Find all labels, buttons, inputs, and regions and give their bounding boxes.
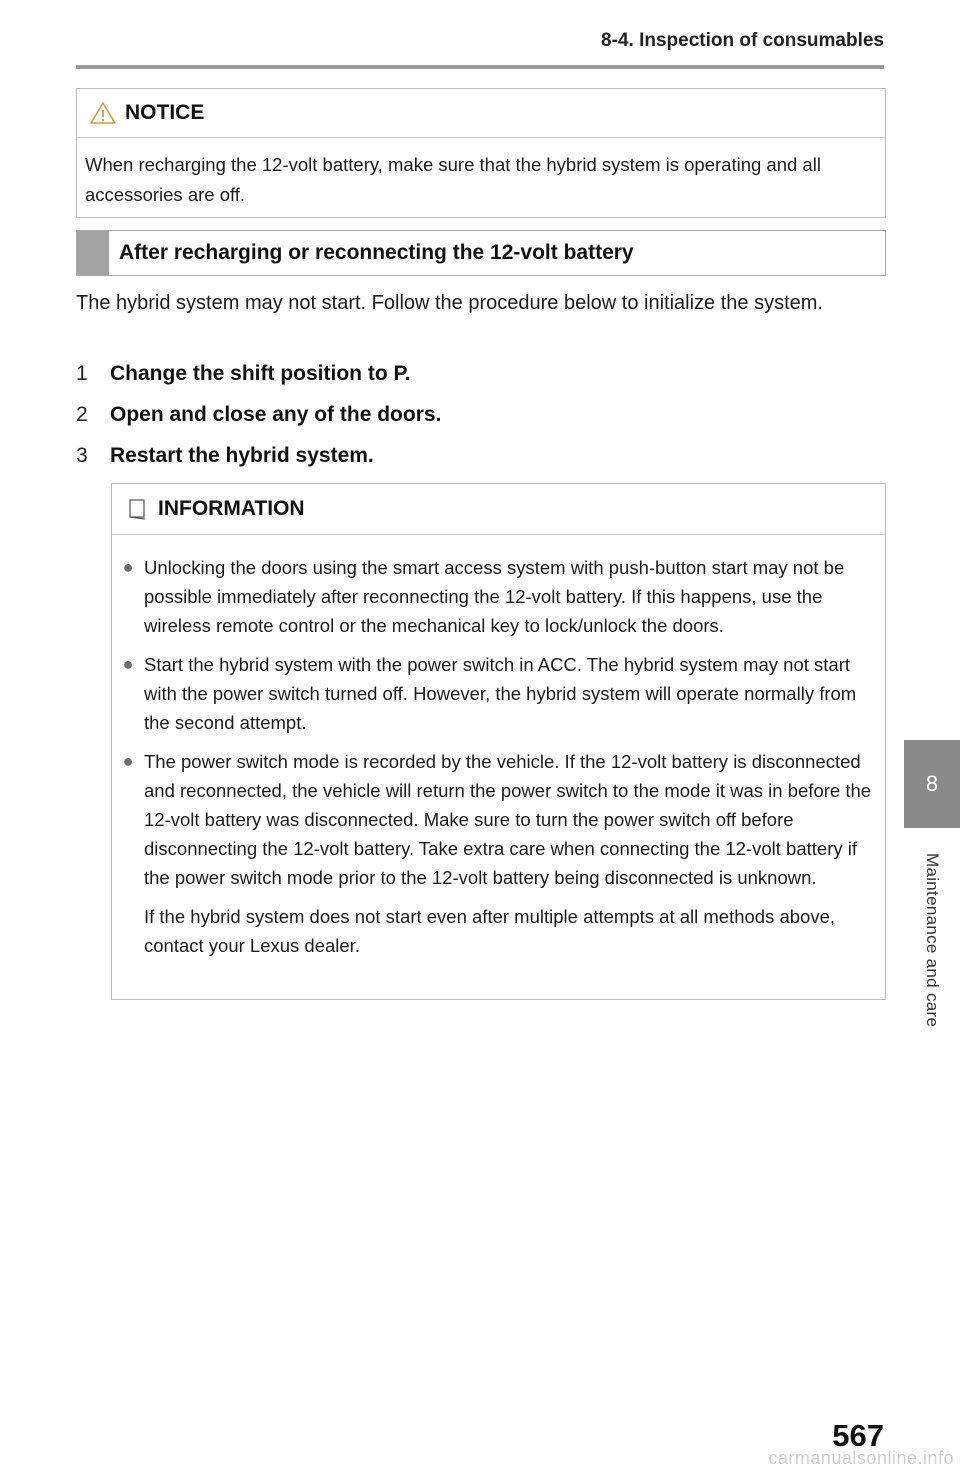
watermark: carmanualsonline.info (768, 1448, 954, 1468)
section-header-title: 8-4. Inspection of consumables (601, 30, 884, 51)
information-label: INFORMATION (158, 497, 305, 520)
step-2 (76, 403, 441, 427)
list-item (112, 747, 875, 892)
header-divider (76, 65, 884, 69)
step-3 (76, 444, 374, 468)
list-item (112, 650, 875, 737)
notice-box (76, 88, 886, 218)
chapter-label-text: Maintenance and care (923, 852, 942, 1028)
bullet-text: Start the hybrid system with the power switch in ACC. The hybrid system may not start with the power switch turned off. However, the hybrid system will operate normally from the second attempt. (144, 654, 857, 733)
page-number: 567 (832, 1418, 884, 1453)
list-item (112, 553, 875, 640)
bullet-text: The power switch mode is recorded by the vehicle. If the 12-volt battery is disconnected and reconnected, the vehicle will return the power switch to the mode it was in before the 12-volt battery was disconnected. Make sure to turn the power switch off before disconnecting the 12-volt battery. Take extra care when connecting the 12-volt battery if the power switch mode prior to the 12-volt battery being disconnected is unknown. (144, 751, 872, 888)
intro-paragraph: The hybrid system may not start. Follow the procedure below to initialize the system. (76, 292, 823, 314)
section-heading (76, 230, 886, 276)
step-number: 3 (76, 444, 88, 467)
section-heading-tab (77, 231, 109, 275)
information-box (111, 483, 886, 1000)
chapter-number: 8 (925, 771, 939, 796)
information-extra-text: If the hybrid system does not start even after multiple attempts at all methods above, contact your Lexus dealer. (144, 906, 836, 956)
section-heading-title: After recharging or reconnecting the 12-volt battery (119, 241, 634, 264)
step-text: Change the shift position to P. (110, 362, 411, 385)
chapter-label (904, 840, 960, 1040)
bullet-icon: ● (122, 654, 134, 674)
information-body (112, 535, 885, 960)
step-number: 1 (76, 362, 88, 385)
notice-text: When recharging the 12-volt battery, make sure that the hybrid system is operating and all accessories are off. (85, 154, 821, 205)
notice-label: NOTICE (125, 101, 205, 124)
chapter-tab[interactable] (904, 740, 960, 828)
step-1 (76, 362, 411, 386)
notice-header (77, 89, 885, 138)
step-text: Open and close any of the doors. (110, 403, 442, 426)
book-icon (128, 498, 148, 520)
step-text: Restart the hybrid system. (110, 444, 374, 467)
warning-triangle-icon (89, 101, 117, 125)
bullet-text: Unlocking the doors using the smart access system with push-button start may not be possible immediately after reconnecting the 12-volt battery. If this happens, use the wireless remote control or the mechanical key to lock/unlock the doors. (144, 557, 845, 636)
bullet-icon: ● (122, 751, 134, 771)
step-number: 2 (76, 403, 88, 426)
bullet-icon: ● (122, 557, 134, 577)
information-header (112, 484, 885, 535)
